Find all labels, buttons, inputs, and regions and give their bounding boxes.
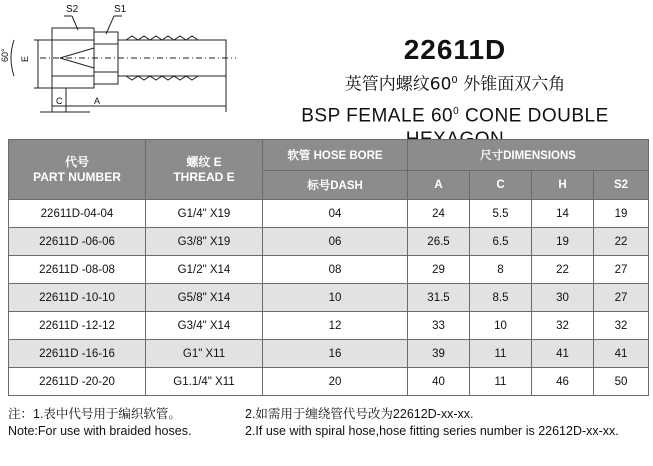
cell-dash: 04 <box>263 200 408 228</box>
title-block <box>262 34 648 152</box>
cell-a: 33 <box>408 312 470 340</box>
header-c: C <box>470 171 532 200</box>
notes-right <box>245 406 619 440</box>
cell-h: 14 <box>532 200 594 228</box>
cell-dash: 20 <box>263 368 408 396</box>
note-en-2: 2.If use with spiral hose,hose fitting series number is 22612D-xx-xx. <box>245 424 619 438</box>
cell-part: 22611D -08-08 <box>9 256 146 284</box>
cell-thread: G1/4" X19 <box>146 200 263 228</box>
header-hose-bore: 软管 HOSE BORE <box>263 140 408 171</box>
cell-a: 39 <box>408 340 470 368</box>
barbs-bottom <box>126 76 198 80</box>
english-title-rest: CONE DOUBLE <box>464 104 609 126</box>
spec-table <box>8 139 649 396</box>
note-zh-2: 2.如需用于缠绕管代号改为22612D-xx-xx. <box>245 407 474 421</box>
table-row <box>9 340 649 368</box>
cell-part: 22611D -12-12 <box>9 312 146 340</box>
model-number: 22611D <box>403 34 507 65</box>
cell-s2: 41 <box>594 340 649 368</box>
cell-h: 19 <box>532 228 594 256</box>
header-dash: 标号DASH <box>263 171 408 200</box>
cell-s2: 50 <box>594 368 649 396</box>
cell-a: 24 <box>408 200 470 228</box>
cell-a: 31.5 <box>408 284 470 312</box>
table-row <box>9 228 649 256</box>
cell-c: 8 <box>470 256 532 284</box>
barbs-top <box>126 36 198 40</box>
label-s1: S1 <box>114 4 127 15</box>
label-angle: 60° <box>0 48 10 62</box>
chinese-title-rest: 外锥面双六角 <box>457 74 566 95</box>
table-row <box>9 368 649 396</box>
header-h: H <box>532 171 594 200</box>
cell-c: 6.5 <box>470 228 532 256</box>
cell-thread: G5/8" X14 <box>146 284 263 312</box>
table-row <box>9 312 649 340</box>
angle-arc <box>11 40 14 76</box>
cell-part: 22611D -10-10 <box>9 284 146 312</box>
cell-dash: 08 <box>263 256 408 284</box>
cell-part: 22611D -06-06 <box>9 228 146 256</box>
fitting-drawing <box>0 0 262 125</box>
english-title-degree: 0 <box>453 105 460 117</box>
cell-c: 11 <box>470 340 532 368</box>
cell-part: 22611D -20-20 <box>9 368 146 396</box>
cell-c: 8.5 <box>470 284 532 312</box>
cell-s2: 27 <box>594 256 649 284</box>
cell-thread: G1/2" X14 <box>146 256 263 284</box>
cell-a: 40 <box>408 368 470 396</box>
cell-c: 5.5 <box>470 200 532 228</box>
cell-dash: 10 <box>263 284 408 312</box>
header-a: A <box>408 171 470 200</box>
cell-h: 32 <box>532 312 594 340</box>
header-part-number: 代号 PART NUMBER <box>9 140 146 200</box>
cell-thread: G1.1/4" X11 <box>146 368 263 396</box>
header-dimensions: 尺寸DIMENSIONS <box>408 140 649 171</box>
cell-thread: G1" X11 <box>146 340 263 368</box>
table-row <box>9 256 649 284</box>
chinese-title <box>262 70 648 96</box>
cell-h: 46 <box>532 368 594 396</box>
header-thread: 螺纹 E THREAD E <box>146 140 263 200</box>
note-en-1: Note:For use with braided hoses. <box>8 424 192 438</box>
label-c: C <box>56 96 63 106</box>
table-row <box>9 200 649 228</box>
cell-s2: 22 <box>594 228 649 256</box>
cell-s2: 19 <box>594 200 649 228</box>
label-e: E <box>20 55 30 62</box>
cell-c: 11 <box>470 368 532 396</box>
cell-a: 29 <box>408 256 470 284</box>
cell-part: 22611D-04-04 <box>9 200 146 228</box>
cell-h: 41 <box>532 340 594 368</box>
header-s2: S2 <box>594 171 649 200</box>
label-a: A <box>94 96 101 106</box>
cell-s2: 32 <box>594 312 649 340</box>
note-zh-1: 注：1.表中代号用于编织软管。 <box>8 407 181 421</box>
cell-h: 22 <box>532 256 594 284</box>
cell-s2: 27 <box>594 284 649 312</box>
english-title-text: BSP FEMALE 60 <box>301 104 454 126</box>
table-row <box>9 284 649 312</box>
notes-left <box>8 406 191 440</box>
cell-h: 30 <box>532 284 594 312</box>
cell-c: 10 <box>470 312 532 340</box>
chinese-title-text: 英管内螺纹60 <box>344 74 452 95</box>
cell-thread: G3/4" X14 <box>146 312 263 340</box>
cell-dash: 12 <box>263 312 408 340</box>
label-s2: S2 <box>66 4 79 15</box>
cell-thread: G3/8" X19 <box>146 228 263 256</box>
cell-dash: 06 <box>263 228 408 256</box>
cell-dash: 16 <box>263 340 408 368</box>
chinese-title-degree: 0 <box>451 75 458 86</box>
cell-part: 22611D -16-16 <box>9 340 146 368</box>
cell-a: 26.5 <box>408 228 470 256</box>
